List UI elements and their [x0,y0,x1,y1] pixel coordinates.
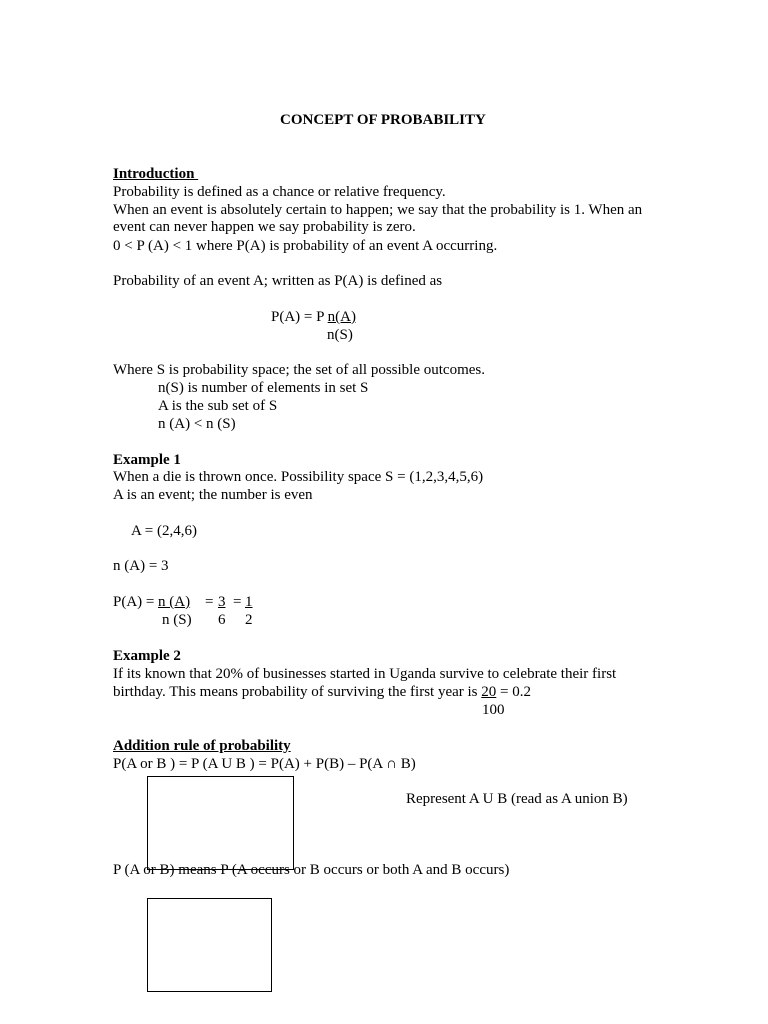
example2-heading: Example 2 [113,648,181,664]
definition-line: Probability of an event A; written as P(A) is defined as [113,273,443,289]
where-item-3: n (A) < n (S) [158,416,236,432]
example1-calc-den2: 6 [218,612,226,628]
example2-numerator: 20 [481,684,497,700]
where-item-1: n(S) is number of elements in set S [158,380,369,396]
example2-text: birthday. This means probability of surviving the first year is [113,684,482,700]
where-line: Where S is probability space; the set of all possible outcomes. [113,362,485,378]
example1-calc-eq-1: = [205,594,214,610]
example1-calc-num1: n (A) [158,594,191,610]
example2-line-1: If its known that 20% of businesses started in Uganda survive to celebrate their first [113,666,617,682]
diagram-frame-2 [147,898,272,992]
example1-calc-num2: 3 [218,594,226,610]
example2-line-2 [113,683,531,701]
page-title: CONCEPT OF PROBABILITY [280,112,486,128]
example1-calc-num3: 1 [245,594,253,610]
example1-line-2: A is an event; the number is even [113,487,313,503]
example1-calc-eq-2: = [233,594,242,610]
introduction-heading: Introduction [113,166,199,182]
example1-count: n (A) = 3 [113,558,169,574]
formula-denominator: n(S) [327,327,353,343]
example1-line-1: When a die is thrown once. Possibility space S = (1,2,3,4,5,6) [113,469,484,485]
formula-numerator: n(A) [327,309,356,325]
intro-line-4: 0 < P (A) < 1 where P(A) is probability of an event A occurring. [113,238,498,254]
formula-prefix: P(A) = P [271,309,328,325]
union-meaning: P (A or B) means P (A occurs or B occurs or both A and B occurs) [113,862,510,878]
example1-calc-den3: 2 [245,612,253,628]
formula-line [271,308,356,326]
intro-line-3: event can never happen we say probability is zero. [113,219,416,235]
addition-rule-formula: P(A or B ) = P (A U B ) = P(A) + P(B) – P(A ∩ B) [113,756,416,772]
union-caption: Represent A U B (read as A union B) [406,791,628,807]
intro-line-1: Probability is defined as a chance or relative frequency. [113,184,446,200]
intro-line-2: When an event is absolutely certain to happen; we say that the probability is 1. When an [113,202,643,218]
example1-set: A = (2,4,6) [131,523,197,539]
example2-denominator: 100 [482,702,505,718]
addition-rule-heading: Addition rule of probability [113,738,291,754]
example1-heading: Example 1 [113,452,181,468]
example1-calc-lhs: P(A) = [113,594,159,610]
example2-result: = 0.2 [496,684,531,700]
union-diagram-frame [147,776,294,870]
example1-calc-den1: n (S) [162,612,192,628]
where-item-2: A is the sub set of S [158,398,278,414]
